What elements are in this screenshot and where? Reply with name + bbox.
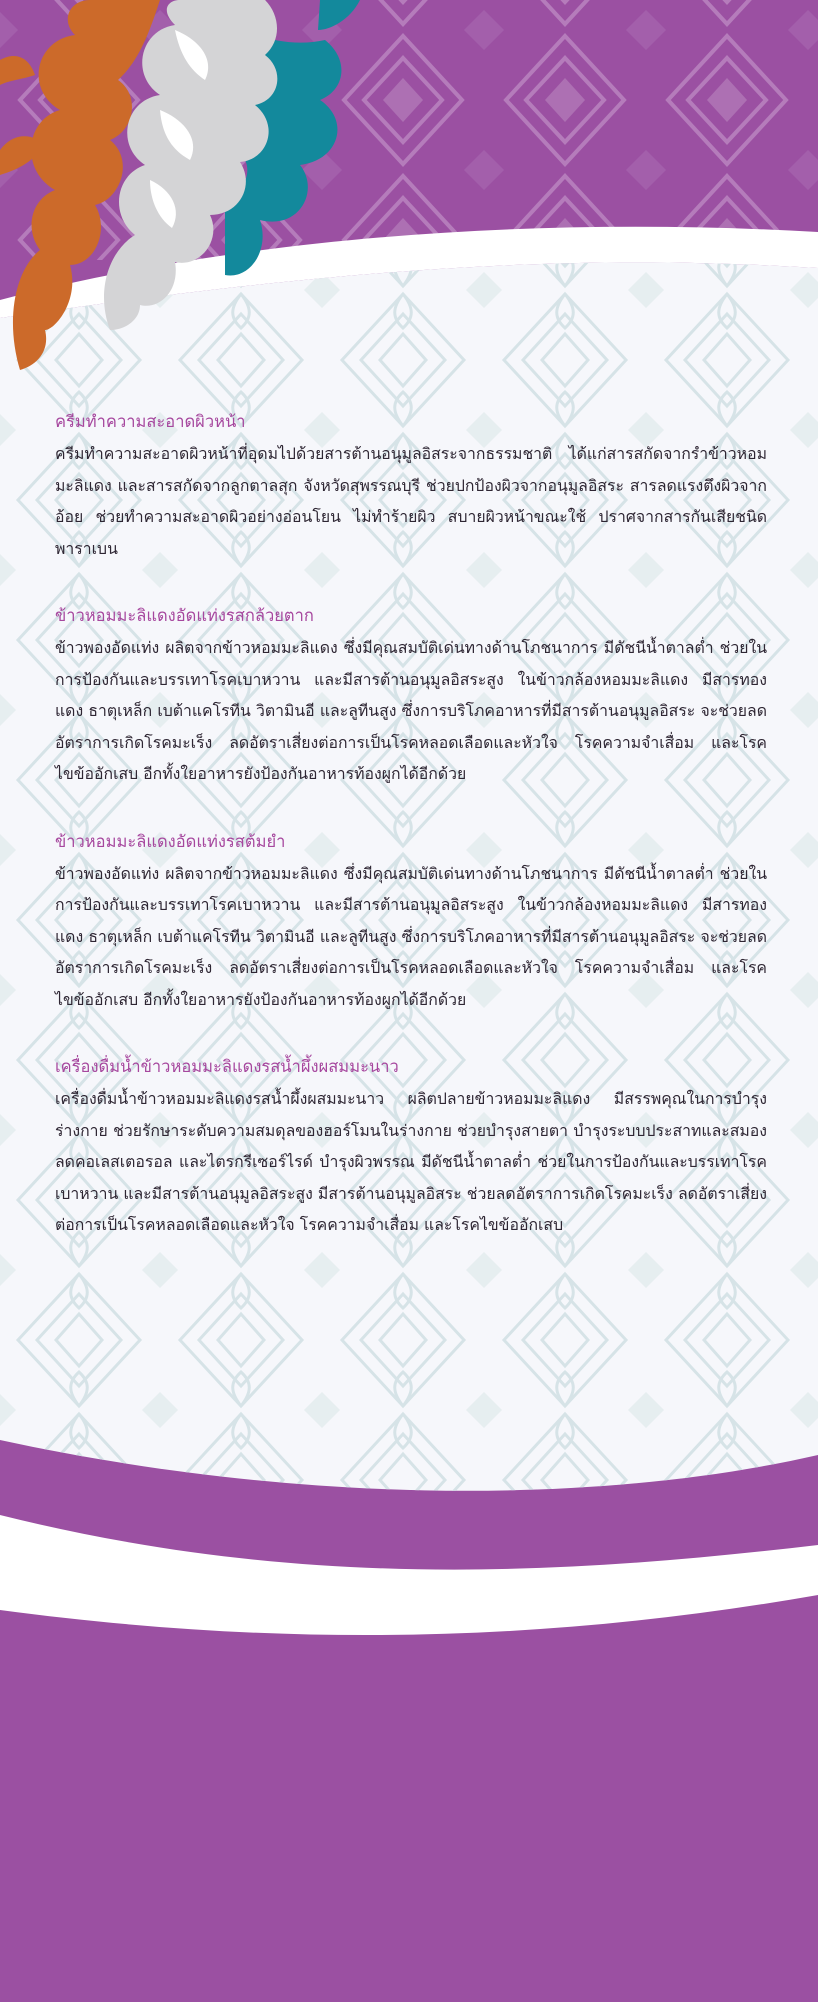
section-body: เครื่องดื่มน้ำข้าวหอมมะลิแดงรสน้ำผึ้งผสมมะนาว ผลิตปลายข้าวหอมมะลิแดง มีสรรพคุณในการบำรุงร่างกาย ช่วยรักษาระดับความสมดุลของฮอร์โมนในร่างกาย ช่วยบำรุงสายตา บำรุงระบบประสาทและสมอง ลดคอเลสเตอรอล และไตรกรีเซอร์ไรด์ บำรุงผิวพรรณ มีดัชนีน้ำตาลต่ำ ช่วยในการป้องกันและบรรเทาโรคเบาหวาน และมีสารต้านอนุมูลอิสระสูง มีสารต้านอนุมูลอิสระ ช่วยลดอัตราการเกิดโรคมะเร็ง ลดอัตราเสี่ยงต่อการเป็นโรคหลอดเลือดและหัวใจ โรคความจำเสื่อม และโรคไขข้ออักเสบ [55, 1089, 767, 1234]
section-facial-cleansing-cream [55, 410, 767, 564]
section-rice-bar-banana [55, 604, 767, 790]
product-descriptions [55, 410, 767, 1281]
section-title: ข้าวหอมมะลิแดงอัดแท่งรสต้มยำ [55, 831, 286, 851]
section-body: ข้าวพองอัดแท่ง ผลิตจากข้าวหอมมะลิแดง ซึ่งมีคุณสมบัติเด่นทางด้านโภชนาการ มีดัชนีน้ำตาลต่ำ ช่วยในการป้องกันและบรรเทาโรคเบาหวาน และมีสารต้านอนุมูลอิสระสูง ในข้าวกล้องหอมมะลิแดง มีสารทองแดง ธาตุเหล็ก เบต้าแคโรทีน วิตามินอี และลูทีนสูง ซึ่งการบริโภคอาหารที่มีสารต้านอนุมูลอิสระ จะช่วยลดอัตราการเกิดโรคมะเร็ง ลดอัตราเสี่ยงต่อการเป็นโรคหลอดเลือดและหัวใจ โรคความจำเสื่อม และโรคไขข้ออักเสบ อีกทั้งใยอาหารยังป้องกันอาหารท้องผูกได้อีกด้วย [55, 638, 767, 783]
section-body: ข้าวพองอัดแท่ง ผลิตจากข้าวหอมมะลิแดง ซึ่งมีคุณสมบัติเด่นทางด้านโภชนาการ มีดัชนีน้ำตาลต่ำ ช่วยในการป้องกันและบรรเทาโรคเบาหวาน และมีสารต้านอนุมูลอิสระสูง ในข้าวกล้องหอมมะลิแดง มีสารทองแดง ธาตุเหล็ก เบต้าแคโรทีน วิตามินอี และลูทีนสูง ซึ่งการบริโภคอาหารที่มีสารต้านอนุมูลอิสระ จะช่วยลดอัตราการเกิดโรคมะเร็ง ลดอัตราเสี่ยงต่อการเป็นโรคหลอดเลือดและหัวใจ โรคความจำเสื่อม และโรคไขข้ออักเสบ อีกทั้งใยอาหารยังป้องกันอาหารท้องผูกได้อีกด้วย [55, 863, 767, 1009]
section-rice-drink-honey-lime [55, 1055, 767, 1241]
section-title: เครื่องดื่มน้ำข้าวหอมมะลิแดงรสน้ำผึ้งผสมมะนาว [55, 1057, 399, 1076]
section-rice-bar-tom-yum [55, 830, 767, 1016]
section-body: ครีมทำความสะอาดผิวหน้าที่อุดมไปด้วยสารต้านอนุมูลอิสระจากธรรมชาติ ได้แก่สารสกัดจากรำข้าวหอมมะลิแดง และสารสกัดจากลูกตาลสุก จังหวัดสุพรรณบุรี ช่วยปกป้องผิวจากอนุมูลอิสระ สารลดแรงตึงผิวจากอ้อย ช่วยทำความสะอาดผิวอย่างอ่อนโยน ไม่ทำร้ายผิว สบายผิวหน้าขณะใช้ ปราศจากสารกันเสียชนิดพาราเบน [55, 444, 767, 558]
section-title: ข้าวหอมมะลิแดงอัดแท่งรสกล้วยตาก [55, 606, 314, 625]
section-title: ครีมทำความสะอาดผิวหน้า [55, 412, 246, 431]
